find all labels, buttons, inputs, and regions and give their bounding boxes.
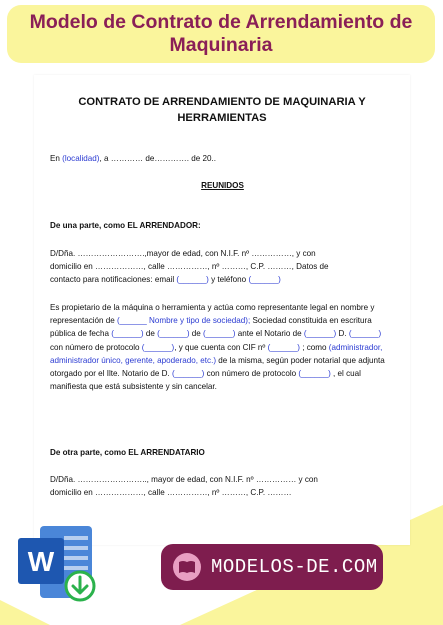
localidad-placeholder: (localidad) (62, 154, 100, 163)
book-icon (173, 553, 201, 581)
title-banner (7, 5, 435, 63)
arrendador-representation-paragraph: Es propietario de la máquina o herramienta y actúa como representante legal en nombre y representación de (______ Nombre y tipo de sociedad); Sociedad constituida en escritura pública de fecha (______) de (______) de (______) ante el Notario de (______) D. (______) con número de protocolo (______), y que cuenta con CIF nº (______) ; como (administrador, administrador único, gerente, apoderado, etc.) de la misma, según poder notarial que adjunta otorgado por el Ilte. Notario de D. (______) con número de protocolo (______) , el cual manifiesta que está subsistente y sin cancelar. (50, 303, 385, 392)
place-date-line: En (localidad), a ………… de…………. de 20.. (50, 154, 216, 163)
arrendatario-identity-paragraph: D/Dña. …………………….., mayor de edad, con N.I.F. nº …………… y con domicilio en ………………, calle ……………, nº ………, C.P. ……… (50, 475, 318, 498)
reunidos-heading: REUNIDOS (201, 181, 244, 190)
contract-heading: CONTRATO DE ARRENDAMIENTO DE MAQUINARIA Y HERRAMIENTAS (78, 96, 366, 124)
arrendatario-heading: De otra parte, como EL ARRENDATARIO (50, 448, 205, 457)
download-arrow-icon (66, 572, 94, 600)
email-placeholder: (______) (176, 275, 209, 285)
document-page (34, 75, 410, 545)
arrendador-identity-paragraph: D/Dña. …………………….,mayor de edad, con N.I.F. nº ……………, y con domicilio en ………………, calle ……………, nº ………, C.P. ………, Datos de contacto para notificaciones: email (______) y teléfono (______) (50, 249, 329, 285)
word-icon[interactable] (14, 522, 110, 614)
brand-button[interactable] (161, 544, 383, 590)
page-title: Modelo de Contrato de Arrendamiento de Maquinaria (29, 11, 413, 56)
phone-placeholder: (______) (248, 275, 281, 285)
svg-text:W: W (27, 546, 55, 577)
brand-label: MODELOS-DE.COM (211, 556, 378, 578)
arrendador-heading: De una parte, como EL ARRENDADOR: (50, 221, 201, 230)
